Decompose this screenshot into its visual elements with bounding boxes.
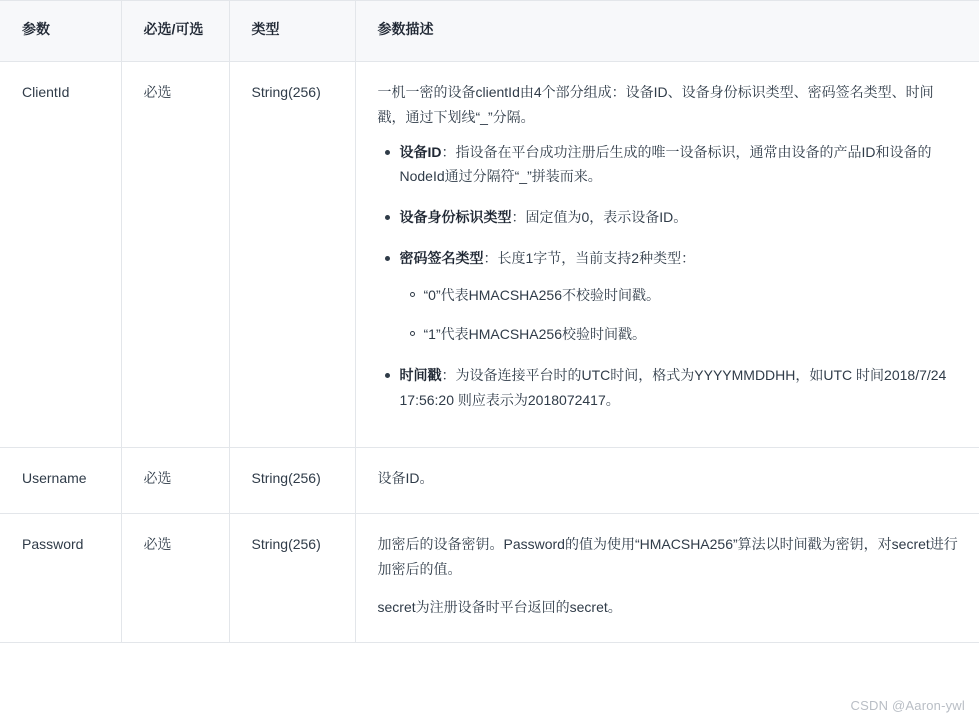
bullet-text: ：为设备连接平台时的UTC时间，格式为YYYYMMDDHH，如UTC 时间2018/7/24 17:56:20 则应表示为2018072417。 [399,366,947,408]
cell-description [355,447,979,513]
description-sub-bullet-list [400,283,962,347]
table-body [0,61,979,643]
list-item: “1”代表HMACSHA256校验时间戳。 [424,322,962,347]
watermark-label: CSDN @Aaron-ywl [850,698,965,713]
cell-required: 必选 [121,61,229,447]
bullet-label: 时间戳 [399,366,442,383]
cell-param: Password [0,513,121,643]
column-header-type: 类型 [229,1,355,62]
cell-type: String(256) [229,61,355,447]
list-item [398,246,962,347]
description-bullet-list [378,140,962,413]
column-header-param: 参数 [0,1,121,62]
table-header [0,1,979,62]
column-header-required: 必选/可选 [121,1,229,62]
bullet-label: 密码签名类型 [399,250,484,267]
description-intro: 加密后的设备密钥。Password的值为使用“HMACSHA256”算法以时间戳为密钥，对secret进行加密后的值。 [377,535,958,577]
description-secondary: secret为注册设备时平台返回的secret。 [377,599,622,616]
list-item [398,363,962,413]
bullet-text: ：固定值为0，表示设备ID。 [511,209,688,226]
table-row [0,447,979,513]
cell-param: Username [0,447,121,513]
bullet-text: ：长度1字节，当前支持2种类型： [483,250,696,267]
table-header-row [0,1,979,62]
cell-param: ClientId [0,61,121,447]
bullet-label: 设备身份标识类型 [399,209,512,226]
description-intro: 设备ID。 [377,469,434,486]
table-row [0,61,979,447]
cell-required: 必选 [121,513,229,643]
cell-description [355,513,979,643]
list-item [398,205,962,230]
list-item [398,140,962,190]
column-header-description: 参数描述 [355,1,979,62]
cell-type: String(256) [229,447,355,513]
description-intro: 一机一密的设备clientId由4个部分组成：设备ID、设备身份标识类型、密码签名类型、时间戳，通过下划线“_”分隔。 [377,83,934,125]
list-item: “0”代表HMACSHA256不校验时间戳。 [424,283,962,308]
cell-required: 必选 [121,447,229,513]
cell-description [355,61,979,447]
cell-type: String(256) [229,513,355,643]
bullet-text: ：指设备在平台成功注册后生成的唯一设备标识，通常由设备的产品ID和设备的NodeId通过分隔符“_”拼装而来。 [399,143,932,185]
bullet-label: 设备ID [399,143,442,160]
table-row [0,513,979,643]
